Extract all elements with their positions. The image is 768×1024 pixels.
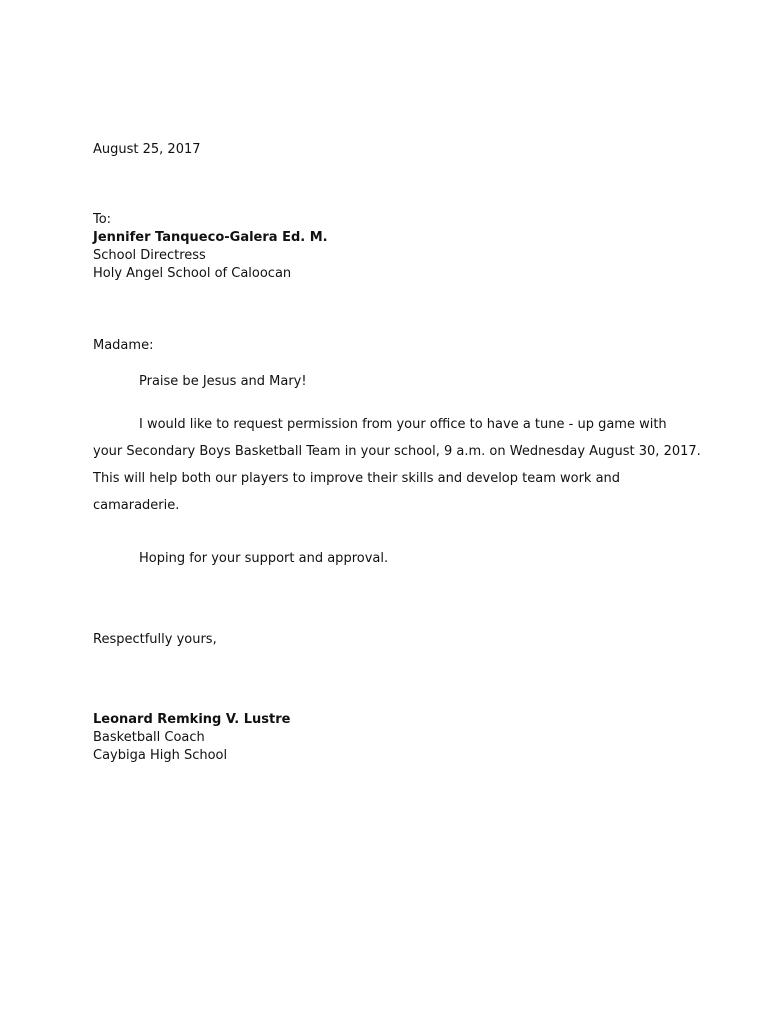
recipient-name: Jennifer Tanqueco-Galera Ed. M. bbox=[93, 230, 328, 245]
greeting: Praise be Jesus and Mary! bbox=[139, 374, 307, 389]
recipient-to-label: To: bbox=[93, 212, 112, 227]
sender-school: Caybiga High School bbox=[93, 748, 228, 763]
recipient-title: School Directress bbox=[93, 248, 206, 263]
body-line: camaraderie. bbox=[93, 498, 180, 513]
body-line: your Secondary Boys Basketball Team in your school, 9 a.m. on Wednesday August 30, 2017. bbox=[93, 444, 701, 459]
body-line: I would like to request permission from your office to have a tune - up game with bbox=[139, 417, 667, 432]
body-line: This will help both our players to improve their skills and develop team work and bbox=[93, 471, 621, 486]
closing: Respectfully yours, bbox=[93, 632, 217, 647]
sender-title: Basketball Coach bbox=[93, 730, 205, 745]
closing-paragraph: Hoping for your support and approval. bbox=[139, 551, 389, 566]
salutation: Madame: bbox=[93, 338, 154, 353]
sender-name: Leonard Remking V. Lustre bbox=[93, 712, 291, 727]
letter-date: August 25, 2017 bbox=[93, 142, 201, 157]
recipient-school: Holy Angel School of Caloocan bbox=[93, 266, 292, 281]
